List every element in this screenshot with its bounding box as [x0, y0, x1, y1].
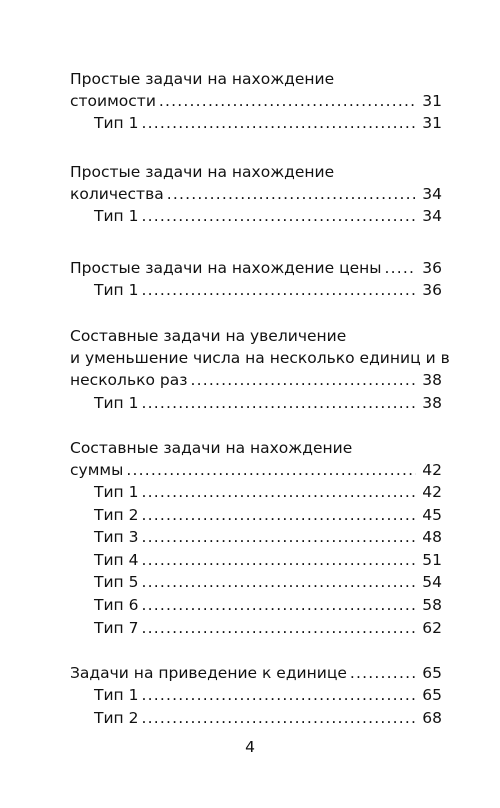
entry-title: Тип 3: [94, 528, 139, 546]
page-number: 54: [422, 573, 442, 591]
entry-title: Тип 2: [94, 506, 139, 524]
entry-title: Тип 1: [94, 483, 139, 501]
entry-title: Тип 1: [94, 394, 139, 412]
dot-leader: [141, 594, 416, 616]
page-number: 65: [422, 664, 442, 682]
toc-subentry[interactable]: [70, 594, 442, 616]
toc-subentry[interactable]: [70, 504, 442, 526]
toc-entry[interactable]: [70, 662, 442, 684]
page-folio: 4: [245, 738, 255, 756]
toc-entry[interactable]: [70, 183, 442, 205]
page-number: 42: [422, 461, 442, 479]
page-number: 65: [422, 686, 442, 704]
entry-title: Тип 7: [94, 619, 139, 637]
dot-leader: [126, 459, 416, 481]
page-number: 31: [422, 114, 442, 132]
dot-leader: [141, 112, 416, 134]
page-number: 36: [422, 259, 442, 277]
toc-subentry[interactable]: [70, 205, 442, 227]
entry-title: количества: [70, 185, 164, 203]
entry-title: Задачи на приведение к единице: [70, 664, 347, 682]
dot-leader: [159, 90, 416, 112]
section-title-line: и уменьшение числа на несколько единиц и в: [70, 349, 450, 367]
toc-subentry[interactable]: [70, 549, 442, 571]
dot-leader: [141, 504, 416, 526]
toc-subentry[interactable]: [70, 684, 442, 706]
page-number: 48: [422, 528, 442, 546]
page-number: 34: [422, 207, 442, 225]
dot-leader: [350, 662, 416, 684]
entry-title: несколько раз: [70, 371, 188, 389]
toc-entry[interactable]: [70, 369, 442, 391]
dot-leader: [190, 369, 416, 391]
entry-title: Тип 1: [94, 281, 139, 299]
page-number: 36: [422, 281, 442, 299]
toc-subentry[interactable]: [70, 279, 442, 301]
page-number: 42: [422, 483, 442, 501]
page-number: 34: [422, 185, 442, 203]
entry-title: Тип 1: [94, 114, 139, 132]
entry-title: суммы: [70, 461, 124, 479]
toc-subentry[interactable]: [70, 392, 442, 414]
toc-subentry[interactable]: [70, 707, 442, 729]
section-title-line: Простые задачи на нахождение: [70, 70, 335, 88]
entry-title: Тип 1: [94, 207, 139, 225]
page-number: 51: [422, 551, 442, 569]
entry-title: Простые задачи на нахождение цены: [70, 259, 382, 277]
toc-subentry[interactable]: [70, 526, 442, 548]
entry-title: Тип 4: [94, 551, 139, 569]
dot-leader: [141, 205, 416, 227]
entry-title: Тип 6: [94, 596, 139, 614]
dot-leader: [141, 279, 416, 301]
toc-subentry[interactable]: [70, 481, 442, 503]
section-title-line: Составные задачи на нахождение: [70, 439, 353, 457]
dot-leader: [141, 392, 416, 414]
page-number: 58: [422, 596, 442, 614]
page-number: 38: [422, 394, 442, 412]
page-number: 31: [422, 92, 442, 110]
dot-leader: [141, 571, 416, 593]
dot-leader: [141, 707, 416, 729]
section-title-line: Простые задачи на нахождение: [70, 163, 335, 181]
dot-leader: [141, 481, 416, 503]
dot-leader: [167, 183, 416, 205]
toc-entry[interactable]: [70, 90, 442, 112]
entry-title: Тип 1: [94, 686, 139, 704]
section-title-line: Составные задачи на увеличение: [70, 327, 347, 345]
dot-leader: [385, 257, 416, 279]
toc-entry[interactable]: [70, 257, 442, 279]
toc-subentry[interactable]: [70, 617, 442, 639]
dot-leader: [141, 617, 416, 639]
entry-title: Тип 5: [94, 573, 139, 591]
dot-leader: [141, 526, 416, 548]
toc-entry[interactable]: [70, 459, 442, 481]
entry-title: стоимости: [70, 92, 156, 110]
page-number: 62: [422, 619, 442, 637]
page-number: 38: [422, 371, 442, 389]
dot-leader: [141, 549, 416, 571]
page-number: 68: [422, 709, 442, 727]
dot-leader: [141, 684, 416, 706]
entry-title: Тип 2: [94, 709, 139, 727]
toc-subentry[interactable]: [70, 571, 442, 593]
toc-subentry[interactable]: [70, 112, 442, 134]
page-number: 45: [422, 506, 442, 524]
